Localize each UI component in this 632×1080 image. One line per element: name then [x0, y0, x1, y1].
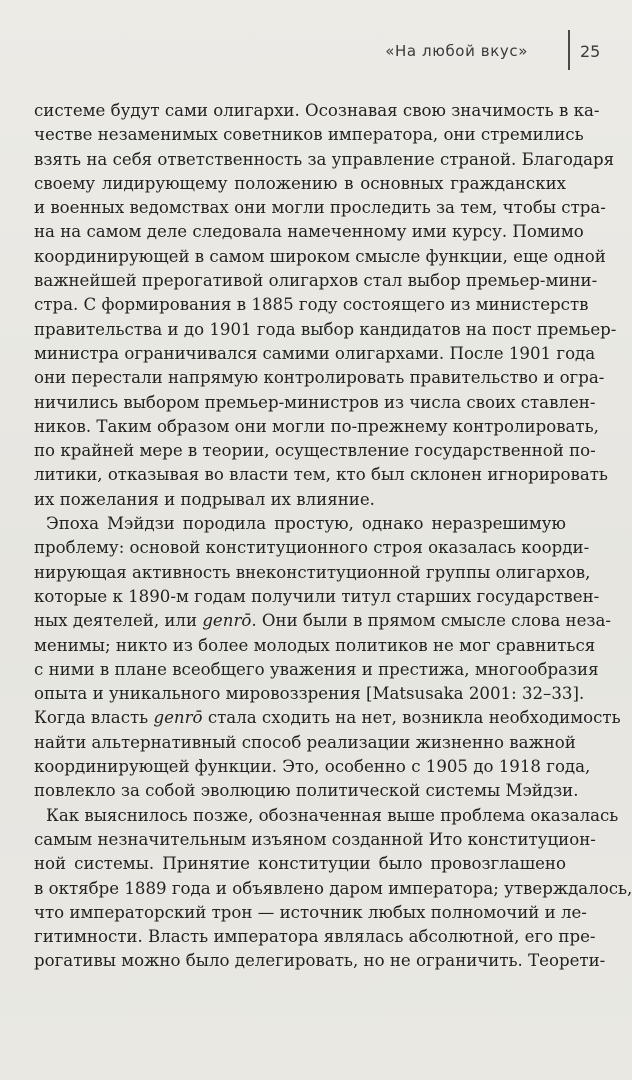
term-genro: genrō — [202, 611, 252, 631]
text-line: на на самом деле следовала намеченному ими курсу. Помимо — [34, 222, 584, 242]
text-line: что императорский трон — источник любых полномочий и ле- — [34, 902, 587, 922]
text-line: гитимности. Власть императора являлась абсолютной, его пре- — [34, 927, 596, 947]
text-line: честве незаменимых советников императора, они стремились — [34, 125, 584, 145]
page-number: 25 — [580, 42, 601, 61]
text-line: правительства и до 1901 года выбор кандидатов на пост премьер- — [34, 319, 617, 339]
body-text — [34, 99, 632, 974]
text-line: самым незначительным изъяном созданной Ито конституцион- — [34, 829, 596, 849]
text-line: взять на себя ответственность за управление страной. Благодаря — [34, 149, 615, 169]
text-line: с ними в плане всеобщего уважения и престижа, многообразия — [34, 659, 599, 679]
text-line: рогативы можно было делегировать, но не ограничить. Теорети- — [34, 951, 606, 971]
text-line: ной системы. Принятие конституции было провозглашено — [34, 854, 566, 874]
text-line: своему лидирующему положению в основных гражданских — [34, 173, 566, 193]
term-genro: genrō — [153, 708, 203, 728]
paragraph-3 — [34, 804, 632, 974]
text-line: по крайней мере в теории, осуществление государственной по- — [34, 441, 596, 461]
text-line: Эпоха Мэйдзи породила простую, однако неразрешимую — [46, 514, 566, 534]
running-title: «На любой вкус» — [385, 42, 528, 60]
text-line: менимы; никто из более молодых политиков не мог сравниться — [34, 635, 596, 655]
text-line: опыта и уникального мировоззрения [Matsusaka 2001: 32–33]. — [34, 684, 585, 704]
paragraph-2 — [34, 512, 621, 804]
text-line: повлекло за собой эволюцию политической системы Мэйдзи. — [34, 781, 579, 801]
text-line: стра. С формирования в 1885 году состоящего из министерств — [34, 295, 589, 315]
text-line: ников. Таким образом они могли по-прежнему контролировать, — [34, 416, 599, 436]
text-line: ничились выбором премьер-министров из числа своих ставлен- — [34, 392, 596, 412]
text-line: найти альтернативный способ реализации жизненно важной — [34, 732, 576, 752]
text-line: в октябре 1889 года и объявлено даром императора; утверждалось, — [34, 878, 632, 898]
text-line: Как выяснилось позже, обозначенная выше проблема оказалась — [46, 805, 619, 825]
text-line: Когда власть genrō стала сходить на нет, возникла необходимость — [34, 708, 621, 728]
text-line: они перестали напрямую контролировать правительство и огра- — [34, 368, 605, 388]
text-line: ных деятелей, или genrō. Они были в прямом смысле слова неза- — [34, 611, 611, 631]
text-line: министра ограничивался самими олигархами. После 1901 года — [34, 343, 596, 363]
text-line: литики, отказывая во власти тем, кто был склонен игнорировать — [34, 465, 608, 485]
text-line: которые к 1890-м годам получили титул старших государствен- — [34, 586, 600, 606]
text-line: и военных ведомствах они могли проследить за тем, чтобы стра- — [34, 198, 606, 218]
text-line: проблему: основой конституционного строя оказалась коорди- — [34, 538, 590, 558]
text-line: нирующая активность внеконституционной группы олигархов, — [34, 562, 591, 582]
text-line: системе будут сами олигархи. Осознавая свою значимость в ка- — [34, 101, 600, 120]
text-line: их пожелания и подрывал их влияние. — [34, 489, 375, 509]
text-line: важнейшей прерогативой олигархов стал выбор премьер-мини- — [34, 271, 598, 291]
header-divider — [568, 30, 570, 70]
text-line: координирующей функции. Это, особенно с 1905 до 1918 года, — [34, 757, 591, 777]
paragraph-1 — [34, 99, 617, 512]
text-line: координирующей в самом широком смысле функции, еще одной — [34, 246, 606, 266]
